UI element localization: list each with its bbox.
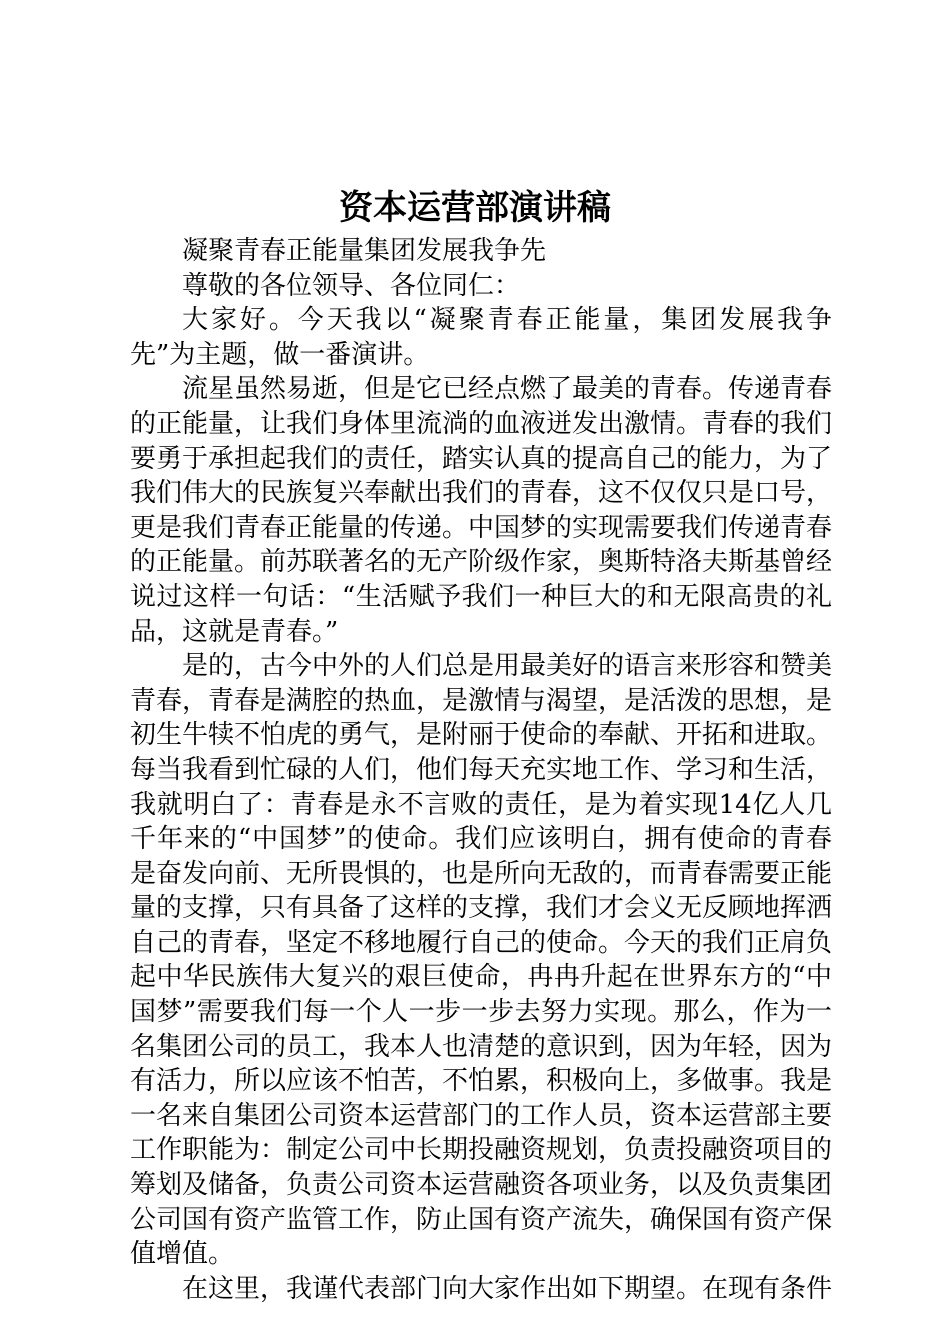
paragraph-greeting: 大家好。今天我以“凝聚青春正能量，集团发展我争先”为主题，做一番演讲。 [130,305,832,370]
paragraph-body: 在这里，我谨代表部门向大家作出如下期望。在现有条件 [182,1273,833,1304]
paragraph-subtitle: 凝聚青春正能量集团发展我争先 [182,236,547,266]
paragraph-body: 流星虽然易逝，但是它已经点燃了最美的青春。传递青春的正能量，让我们身体里流淌的血液迸发出激情。青春的我们要勇于承担起我们的责任，踏实认真的提高自己的能力，为了我们伟大的民族复兴奉献出我们的青春，这不仅仅只是口号，更是我们青春正能量的传递。中国梦的实现需要我们传递青春的正能量。前苏联著名的无产阶级作家，奥斯特洛夫斯基曾经说过这样一句话：“生活赋予我们一种巨大的和无限高贵的礼品，这就是青春。” [130,374,833,647]
paragraph-salutation: 尊敬的各位领导、各位同仁： [182,270,521,301]
document-body [130,234,832,1306]
document-title: 资本运营部演讲稿 [339,188,611,228]
paragraph-body: 是的，古今中外的人们总是用最美好的语言来形容和赞美青春，青春是满腔的热血，是激情与渴望，是活泼的思想，是初生牛犊不怕虎的勇气，是附丽于使命的奉献、开拓和进取。每当我看到忙碌的人们，他们每天充实地工作、学习和生活，我就明白了：青春是永不言败的责任，是为着实现14亿人几千年来的“中国梦”的使命。我们应该明白，拥有使命的青春是奋发向前、无所畏惧的，也是所向无敌的，而青春需要正能量的支撑，只有具备了这样的支撑，我们才会义无反顾地挥洒自己的青春，坚定不移地履行自己的使命。今天的我们正肩负起中华民族伟大复兴的艰巨使命，冉冉升起在世界东方的“中国梦”需要我们每一个人一步一步去努力实现。那么，作为一名集团公司的员工，我本人也清楚的意识到，因为年轻，因为有活力，所以应该不怕苦，不怕累，积极向上，多做事。我是一名来自集团公司资本运营部门的工作人员，资本运营部主要工作职能为：制定公司中长期投融资规划，负责投融资项目的筹划及储备，负责公司资本运营融资各项业务，以及负责集团公司国有资产监管工作，防止国有资产流失，确保国有资产保值增值。 [130,651,833,1270]
